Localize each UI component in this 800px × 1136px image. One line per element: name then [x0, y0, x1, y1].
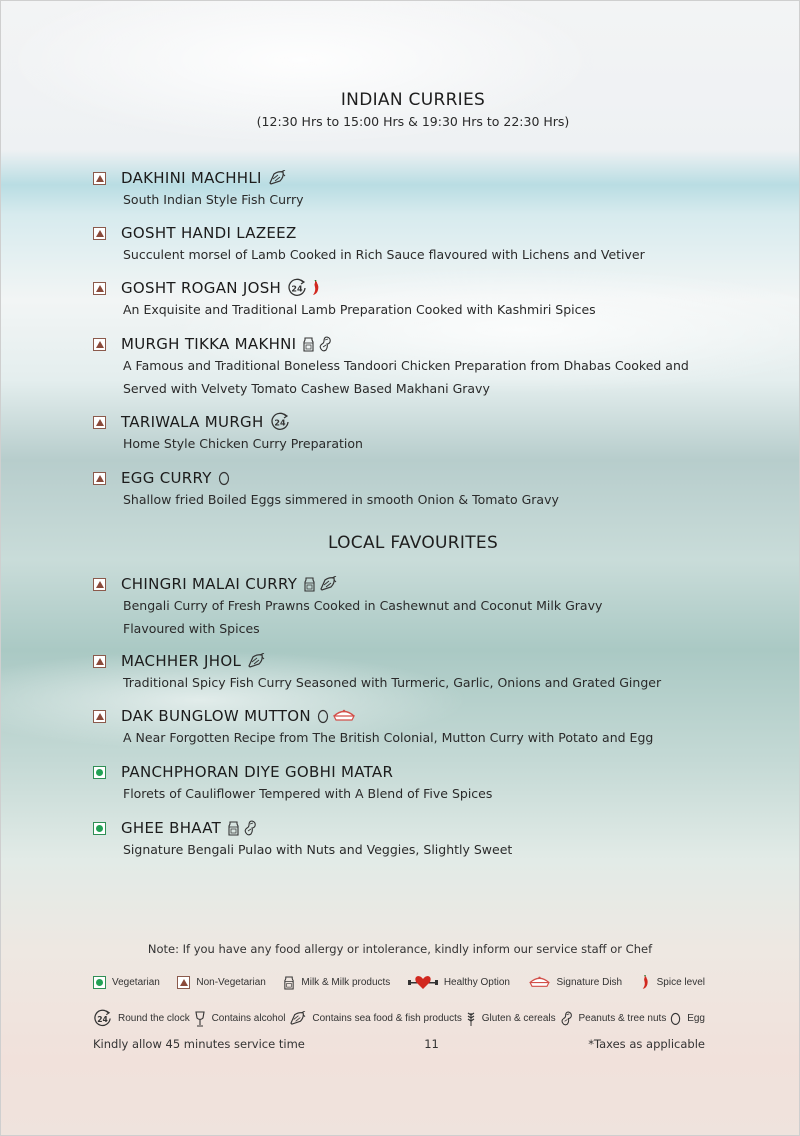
- vegetarian-icon: [93, 822, 106, 835]
- dish-header: [93, 278, 733, 298]
- round-the-clock-icon: [93, 1009, 112, 1028]
- non-vegetarian-icon: [93, 578, 106, 591]
- dish-chingri-malai-curry: [93, 574, 733, 640]
- milk-icon: [303, 576, 316, 592]
- non-vegetarian-icon: [177, 976, 190, 989]
- legend-item-seafood: [289, 1011, 462, 1026]
- legend-label: Vegetarian: [112, 976, 160, 988]
- legend-item-spice-level: [640, 975, 705, 990]
- legend-label: Signature Dish: [556, 976, 623, 988]
- non-vegetarian-icon: [93, 655, 106, 668]
- svg-text:24: 24: [291, 284, 303, 294]
- legend-item-milk: [283, 975, 390, 990]
- legend-row-2: [93, 1009, 705, 1028]
- legend-label: Round the clock: [118, 1013, 190, 1024]
- legend-label: Milk & Milk products: [301, 976, 391, 988]
- peanuts-icon: [243, 820, 257, 836]
- signature-dish-icon: [528, 975, 551, 990]
- egg-icon: [317, 708, 329, 724]
- dish-icons: [270, 412, 290, 432]
- dish-name: CHINGRI MALAI CURRY: [121, 575, 298, 593]
- legend-item-peanuts: [560, 1011, 667, 1026]
- legend-item-round-the-clock: [93, 1009, 190, 1028]
- dish-murgh-tikka-makhni: [93, 334, 733, 400]
- milk-icon: [283, 975, 295, 990]
- dish-header: [93, 574, 733, 594]
- legend-label: Contains alcohol: [211, 1013, 286, 1024]
- dish-name: MURGH TIKKA MAKHNI: [121, 335, 297, 353]
- dish-header: [93, 706, 733, 726]
- legend-item-signature-dish: [528, 975, 623, 990]
- dish-header: [93, 762, 733, 782]
- peanuts-icon: [318, 336, 332, 352]
- dish-description: Served with Velvety Tomato Cashew Based Makhani Gravy: [123, 381, 490, 396]
- dish-name: PANCHPHORAN DIYE GOBHI MATAR: [121, 763, 394, 781]
- egg-icon: [218, 470, 230, 486]
- vegetarian-icon: [93, 976, 106, 989]
- dish-name: MACHHER JHOL: [121, 652, 242, 670]
- dish-header: [93, 818, 733, 838]
- dish-name: GHEE BHAAT: [121, 819, 222, 837]
- dish-name: DAK BUNGLOW MUTTON: [121, 707, 311, 725]
- milk-icon: [302, 336, 315, 352]
- peanuts-icon: [560, 1011, 573, 1026]
- dish-icons: [303, 576, 337, 592]
- round-the-clock-icon: [270, 412, 290, 432]
- legend-item-egg: [670, 1011, 705, 1026]
- legend-label: Spice level: [656, 976, 705, 988]
- non-vegetarian-icon: [93, 227, 106, 240]
- dish-description: A Near Forgotten Recipe from The British Colonial, Mutton Curry with Potato and Egg: [123, 730, 654, 745]
- legend-label: Peanuts & tree nuts: [578, 1013, 667, 1024]
- dish-gosht-rogan-josh: [93, 278, 733, 321]
- non-vegetarian-icon: [93, 710, 106, 723]
- non-vegetarian-icon: [93, 416, 106, 429]
- dish-name: TARIWALA MURGH: [121, 413, 264, 431]
- dish-description: Signature Bengali Pulao with Nuts and Veggies, Slightly Sweet: [123, 842, 513, 857]
- non-vegetarian-icon: [93, 282, 106, 295]
- svg-text:24: 24: [273, 418, 286, 428]
- dish-icons: [218, 470, 230, 486]
- healthy-option-icon: [408, 973, 438, 991]
- dish-header: [93, 651, 733, 671]
- dish-header: [93, 468, 733, 488]
- dish-header: [93, 168, 733, 188]
- taxes-note: *Taxes as applicable: [588, 1037, 705, 1051]
- seafood-icon: [319, 576, 337, 592]
- dish-gosht-handi-lazeez: [93, 223, 733, 266]
- gluten-icon: [466, 1011, 476, 1027]
- legend-label: Contains sea food & fish products: [312, 1013, 462, 1024]
- round-the-clock-icon: [287, 278, 307, 298]
- dish-description: Flavoured with Spices: [123, 621, 260, 636]
- page-number: 11: [424, 1037, 439, 1051]
- dish-name: GOSHT ROGAN JOSH: [121, 279, 282, 297]
- dish-header: [93, 334, 733, 354]
- legend-row-1: [93, 973, 705, 991]
- dish-dak-bunglow-mutton: [93, 706, 733, 749]
- legend-item-gluten: [466, 1011, 556, 1027]
- dish-icons: [247, 653, 265, 669]
- svg-text:24: 24: [97, 1014, 108, 1024]
- dish-tariwala-murgh: [93, 412, 733, 455]
- dish-description: Traditional Spicy Fish Curry Seasoned with Turmeric, Garlic, Onions and Grated Ginger: [123, 675, 662, 690]
- dish-header: [93, 412, 733, 432]
- legend-label: Gluten & cereals: [481, 1013, 556, 1024]
- legend-label: Non-Vegetarian: [196, 976, 266, 988]
- seafood-icon: [247, 653, 265, 669]
- dish-ghee-bhaat: [93, 818, 733, 861]
- dish-description: A Famous and Traditional Boneless Tandoori Chicken Preparation from Dhabas Cooked and: [123, 358, 689, 373]
- dish-icons: [317, 708, 356, 724]
- dish-dakhini-machhli: [93, 168, 733, 211]
- dish-egg-curry: [93, 468, 733, 511]
- legend-item-alcohol: [194, 1011, 286, 1027]
- dish-description: Florets of Cauliflower Tempered with A Blend of Five Spices: [123, 786, 493, 801]
- egg-icon: [670, 1011, 681, 1026]
- signature-dish-icon: [332, 708, 356, 724]
- spice-level-icon: [640, 975, 651, 990]
- dish-header: [93, 223, 733, 243]
- dish-machher-jhol: [93, 651, 733, 694]
- dish-icons: [268, 170, 286, 186]
- non-vegetarian-icon: [93, 472, 106, 485]
- seafood-icon: [268, 170, 286, 186]
- spice-level-icon: [310, 280, 322, 296]
- alcohol-icon: [194, 1011, 206, 1027]
- dish-icons: [302, 336, 332, 352]
- seafood-icon: [289, 1011, 306, 1026]
- non-vegetarian-icon: [93, 338, 106, 351]
- section-title-local-favourites: LOCAL FAVOURITES: [327, 533, 499, 553]
- dish-description: Succulent morsel of Lamb Cooked in Rich Sauce flavoured with Lichens and Vetiver: [123, 247, 645, 262]
- legend-item-vegetarian: [93, 976, 160, 989]
- section-hours: (12:30 Hrs to 15:00 Hrs & 19:30 Hrs to 22:30 Hrs): [256, 114, 570, 129]
- allergy-note: Note: If you have any food allergy or intolerance, kindly inform our service staff or Chef: [147, 942, 653, 956]
- milk-icon: [227, 820, 240, 836]
- dish-description: Shallow fried Boiled Eggs simmered in smooth Onion & Tomato Gravy: [123, 492, 559, 507]
- legend-label: Egg: [687, 1013, 705, 1024]
- section-title-indian-curries: INDIAN CURRIES: [340, 90, 486, 110]
- legend-item-healthy-option: [408, 973, 510, 991]
- dish-description: Bengali Curry of Fresh Prawns Cooked in Cashewnut and Coconut Milk Gravy: [123, 598, 603, 613]
- dish-description: South Indian Style Fish Curry: [123, 192, 304, 207]
- dish-description: Home Style Chicken Curry Preparation: [123, 436, 363, 451]
- dish-icons: [227, 820, 257, 836]
- dish-panchphoran-diye-gobhi-matar: [93, 762, 733, 805]
- legend-item-non-vegetarian: [177, 976, 266, 989]
- dish-icons: [287, 278, 322, 298]
- non-vegetarian-icon: [93, 172, 106, 185]
- dish-name: GOSHT HANDI LAZEEZ: [121, 224, 297, 242]
- vegetarian-icon: [93, 766, 106, 779]
- dish-description: An Exquisite and Traditional Lamb Preparation Cooked with Kashmiri Spices: [123, 302, 596, 317]
- footer: [93, 1037, 705, 1051]
- service-time-note: Kindly allow 45 minutes service time: [93, 1037, 305, 1051]
- dish-name: DAKHINI MACHHLI: [121, 169, 262, 187]
- legend-label: Healthy Option: [443, 976, 510, 988]
- dish-name: EGG CURRY: [121, 469, 212, 487]
